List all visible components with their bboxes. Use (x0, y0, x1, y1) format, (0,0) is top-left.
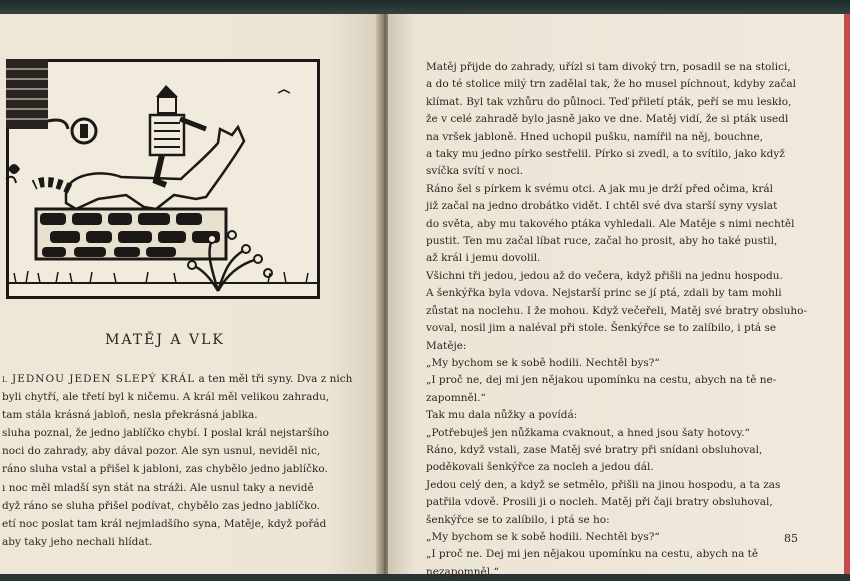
text-line: poděkovali šenkýřce za nocleh a jedou dál. (426, 461, 654, 474)
text-line: voval, nosil jim a naléval při stole. Šenkýřce se to zalíbilo, i ptá se (426, 322, 777, 335)
text-line: již začal na jedno drobátko vidět. I chtěl své dva starší syny vyslat (426, 200, 778, 213)
text-line: až král i jemu dovolil. (426, 252, 541, 265)
woodcut-illustration (6, 59, 320, 299)
text-line: „My bychom se k sobě hodili. Nechtěl bys?“ (426, 356, 660, 369)
text-line: A šenkýřka byla vdova. Nejstarší princ se jí ptá, zdali by tam mohli (426, 287, 782, 300)
text-line: svíčka svítí v noci. (426, 165, 524, 178)
text-line: dyž ráno se sluha přišel podívat, chybělo zas jedno jablíčko. (2, 499, 320, 512)
text-line: a do té stolice milý trn zadělal tak, že ho musel píchnout, kdyby začal (426, 78, 796, 91)
text-line: a taky mu jedno pírko sestřelil. Pírko si zvedl, a to svítilo, jako když (426, 148, 785, 161)
text-line: zapomněl.“ (426, 391, 486, 404)
text-line: nezapomněl.“ (426, 565, 499, 578)
text-line: Matěje: (426, 339, 467, 352)
text-line: patřila vdově. Prosili ji o nocleh. Matěj při čaji bratry obsluhoval, (426, 496, 773, 509)
illustration-prince-riding-wolf (6, 59, 320, 299)
text-line: noci do zahrady, aby dával pozor. Ale syn usnul, neviděl nic, (2, 445, 321, 458)
text-line: na vršek jabloně. Hned uchopil pušku, namířil na něj, bouchne, (426, 130, 763, 143)
text-line: byli chytří, ale třetí byl k ničemu. A král měl velikou zahradu, (2, 391, 330, 404)
text-line: Všichni tři jedou, jedou až do večera, když přišli na jednu hospodu. (426, 269, 783, 282)
text-line: aby taky jeho nechali hlídat. (2, 535, 153, 548)
chapter-title: MATĚJ A VLK (105, 332, 225, 348)
text-line: šenkýřce se to zalíbilo, i ptá se ho: (426, 513, 610, 526)
text-line: že v celé zahradě bylo jasně jako ve dne. Matěj vidí, že si pták usedl (426, 113, 789, 126)
text-line: Ráno šel s pírkem k svému otci. A jak mu je drží před očima, král (426, 182, 774, 195)
text-line: tam stála krásná jabloň, nesla překrásná jablka. (2, 409, 258, 422)
text-line: do světa, aby mu takového ptáka vyhledali. Ale Matěje s nimi nechtěl (426, 217, 795, 230)
left-body-text (2, 370, 353, 551)
text-line: Ráno, když vstali, zase Matěj své bratry při snídani obsluhoval, (426, 443, 763, 456)
text-line: „My bychom se k sobě hodili. Nechtěl bys?“ (426, 530, 660, 543)
text-line: l JEDNOU JEDEN SLEPÝ KRÁL a ten měl tři syny. Dva z nich (2, 373, 353, 385)
text-line: etí noc poslat tam král nejmladšího syna, Matěje, když pořád (2, 517, 327, 530)
text-line: Jedou celý den, a když se setmělo, přišli na jinou hospodu, a ta zas (426, 478, 781, 491)
right-page (388, 14, 844, 578)
text-line: Tak mu dala nůžky a povídá: (426, 409, 578, 422)
text-line: zůstat na noclehu. I že mohou. Když večeřeli, Matěj své bratry obsluho- (426, 304, 808, 317)
scan-background-top (0, 0, 850, 14)
right-body-text (426, 59, 818, 581)
text-line: ráno sluha vstal a přišel k jabloni, zas chybělo jedno jablíčko. (2, 463, 328, 476)
text-line: klímat. Byl tak vzhůru do půlnoci. Teď přiletí pták, peří se mu leskło, (426, 95, 792, 108)
text-line: ı noc měl mladší syn stát na stráži. Ale usnul taky a nevidě (2, 481, 314, 494)
book-cover-edge (844, 14, 850, 574)
opening-smallcaps: l JEDNOU JEDEN SLEPÝ KRÁL (2, 373, 196, 385)
text-line: sluha poznal, že jedno jablíčko chybí. I poslal král nejstaršího (2, 427, 329, 440)
text-line: „I proč ne. Dej mi jen nějakou upomínku na cestu, abych na tě (426, 548, 759, 561)
text-line: pustit. Ten mu začal líbat ruce, začal ho prosit, aby ho také pustil, (426, 235, 778, 248)
text-line: Matěj přijde do zahrady, uřízl si tam divoký trn, posadil se na stolici, (426, 61, 791, 73)
text-line: „Potřebuješ jen nůžkama cvaknout, a hned jsou šaty hotovy.“ (426, 426, 750, 439)
page-number: 85 (784, 532, 798, 545)
text-line: „I proč ne, dej mi jen nějakou upomínku na cestu, abych na tě ne- (426, 374, 777, 387)
left-page (0, 14, 380, 574)
